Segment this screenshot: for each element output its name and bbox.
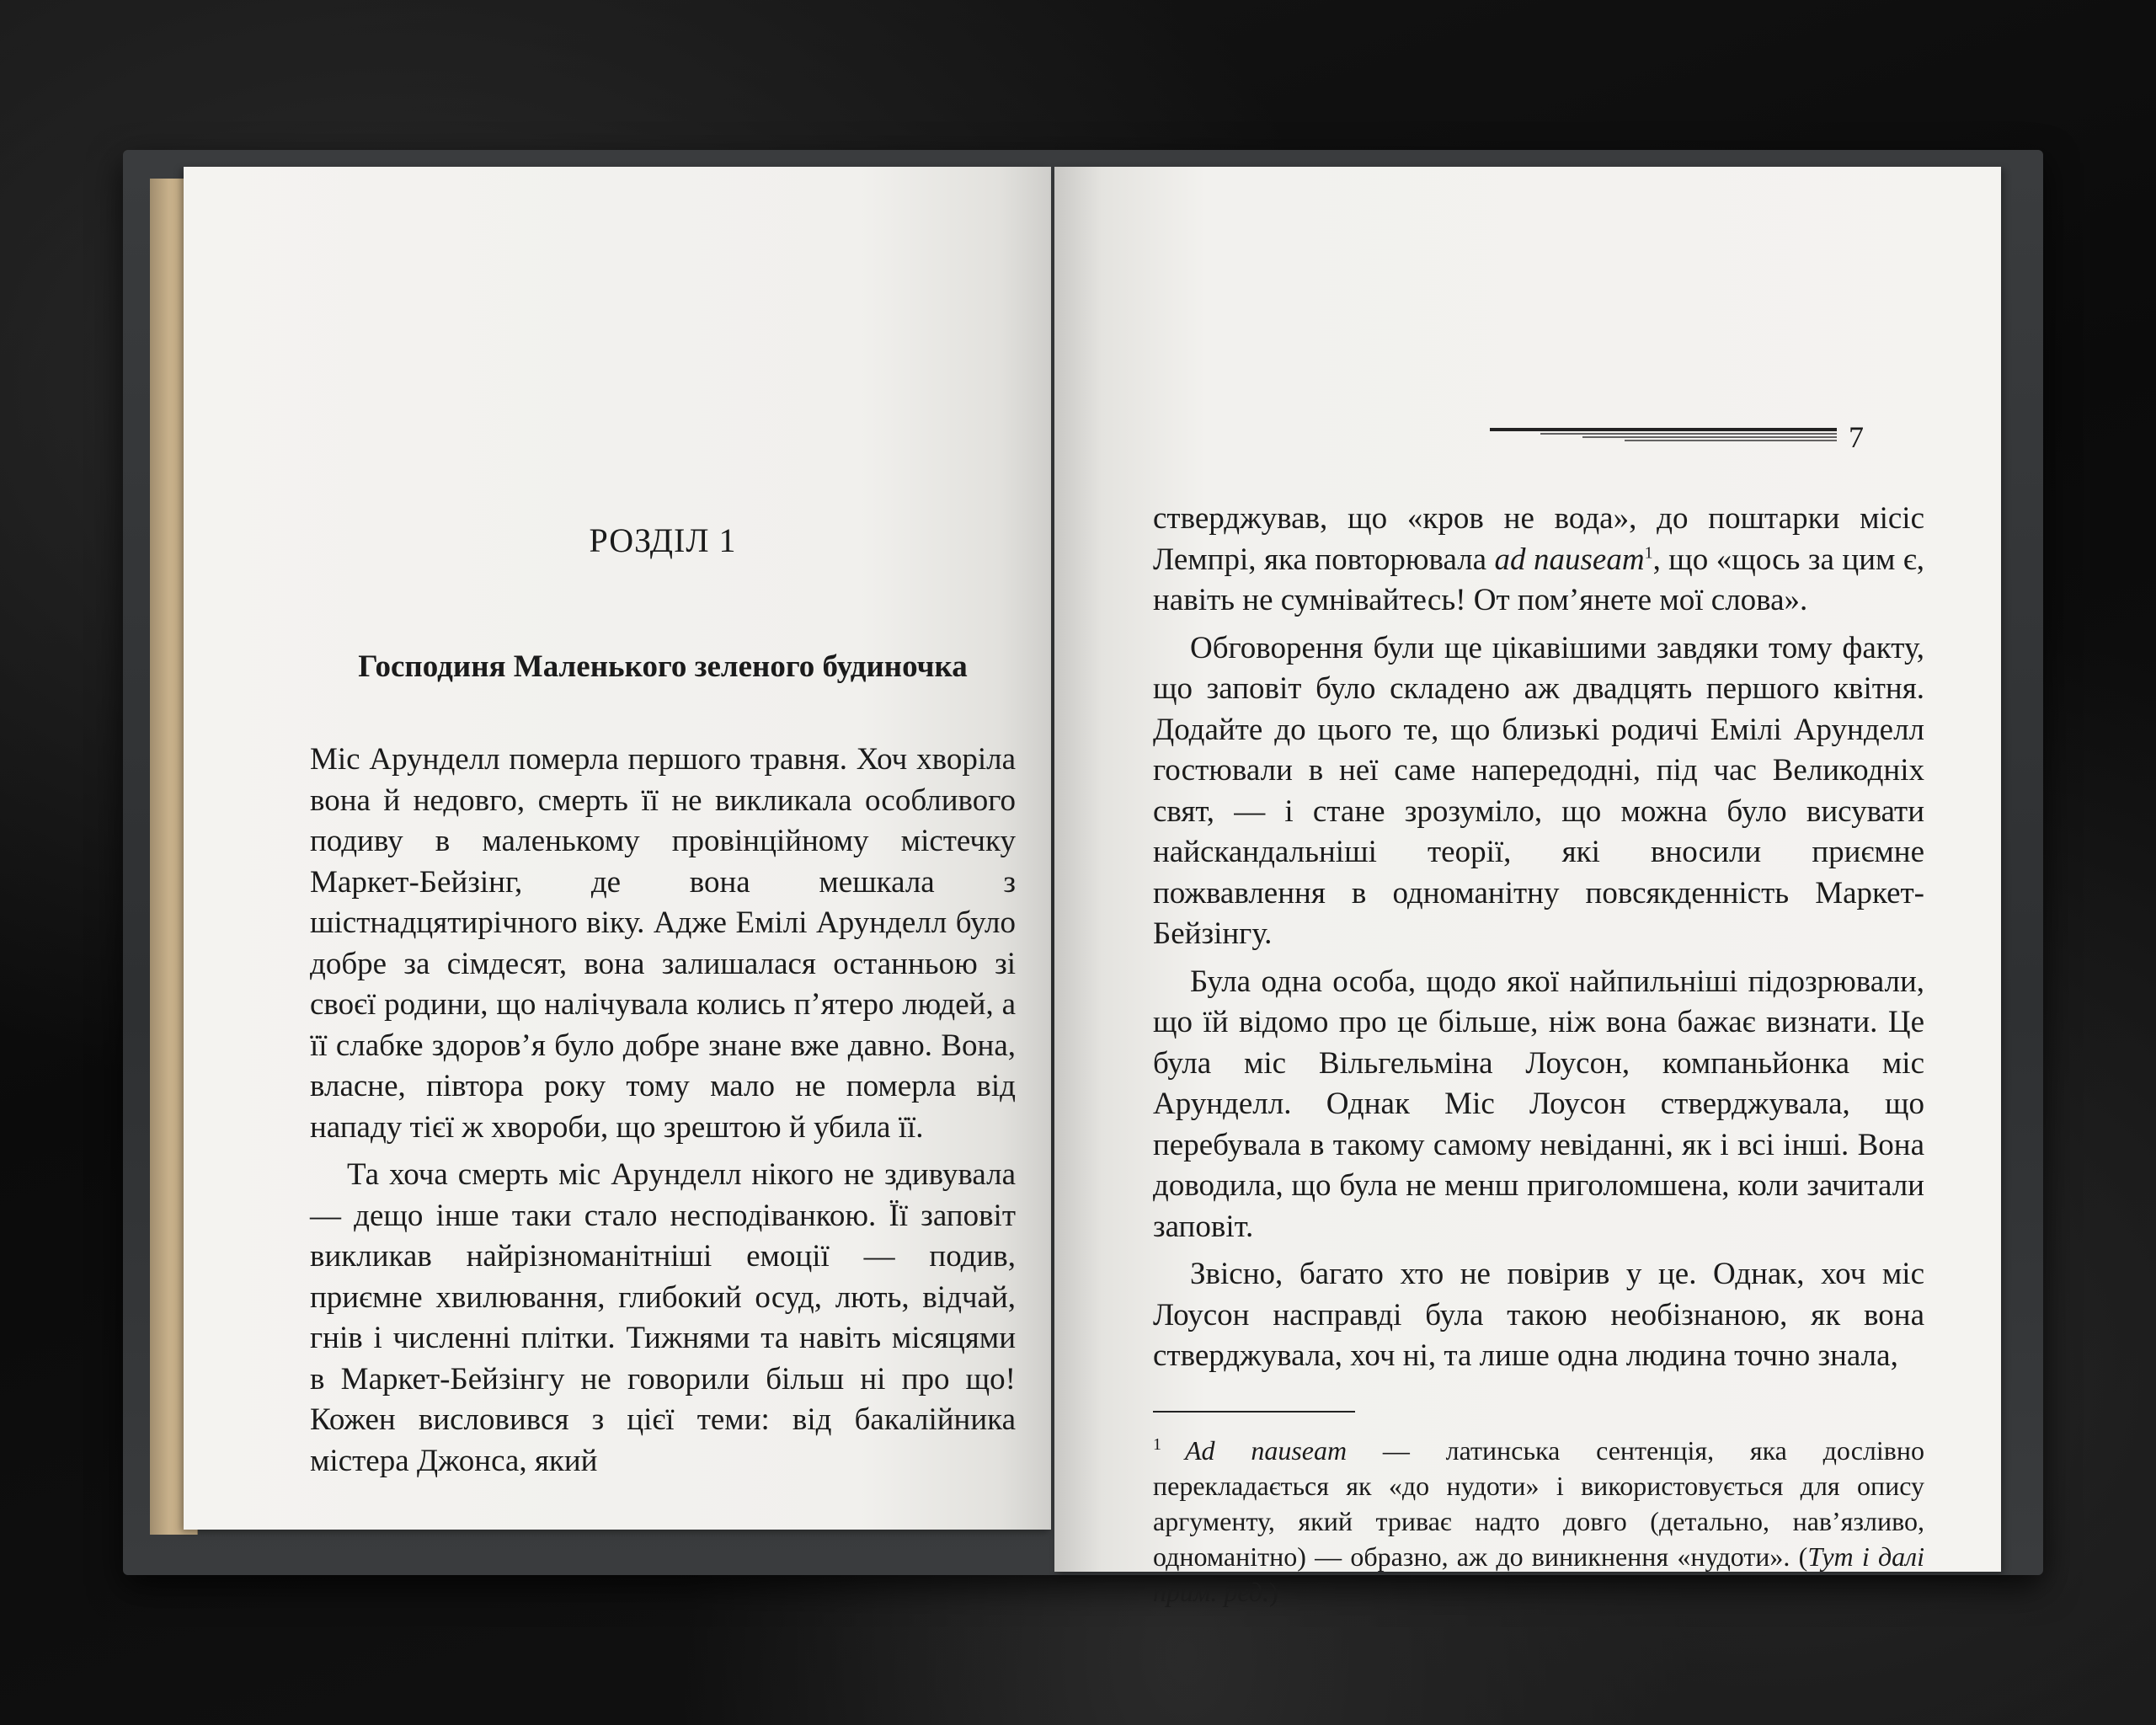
header-ornament-rule <box>1490 425 1837 445</box>
footnote-divider <box>1153 1411 1355 1413</box>
footnote-term: Ad nauseam <box>1185 1435 1348 1466</box>
paragraph: Звісно, багато хто не повірив у це. Однак, хоч міс Лоусон насправді була такою необізнаною, як вона стверджувала, хоч ні, та лише одна людина точно знала, <box>1153 1257 1924 1373</box>
page-number: 7 <box>1849 420 1864 454</box>
paragraph-text: , що «щось за цим є, навіть не сумнівайтесь! От пом’янете мої слова». <box>1153 542 1925 617</box>
latin-phrase: ad nauseam <box>1494 542 1645 577</box>
left-page <box>184 167 1051 1530</box>
editor-note: Тут і далі прим. ред. <box>1153 1541 1925 1607</box>
chapter-heading: РОЗДІЛ 1 <box>589 521 737 559</box>
chapter-title: Господиня Маленького зеленого будиночка <box>358 649 968 684</box>
footnote <box>1153 1427 1924 1610</box>
paragraph: Обговорення були ще цікавішими завдяки тому факту, що заповіт було складено аж двадцять першого квітня. Додайте до цього те, що близькі родичі Емілі Арунделл гостювали в неї саме напередодні, під час Великодніх свят, — і стане зрозуміло, що можна було висувати найскандальніші теорії, які вносили приємне пожвавлення в одноманітну повсякденність Маркет-Бейзінгу. <box>1153 630 1924 951</box>
footnote-reference: 1 <box>1644 543 1653 563</box>
left-page-body <box>310 740 1016 1482</box>
paragraph <box>1153 499 1924 622</box>
footnote-close: ) <box>1269 1577 1278 1607</box>
footnote-mark: 1 <box>1153 1435 1161 1454</box>
paragraph-text: стверджував, що «кров не вода», до поштарки місіс Лемпрі, яка повторювала <box>1153 501 1924 577</box>
right-page <box>1054 167 2001 1607</box>
footnote-text: — латинська сентенція, яка дослівно перекладається як «до нудоти» і використовується для опису аргументу, який триває надто довго (детально, нав’язливо, одноманітно) — образно, аж до виникнення «нудоти». ( <box>1153 1435 1925 1572</box>
paragraph: Міс Арунделл померла першого травня. Хоч хворіла вона й недовго, смерть її не викликала особливого подиву в маленькому провінційному містечку Маркет-Бейзінг, де вона мешкала з шістнадцятирічного віку. Адже Емілі Арунделл було добре за сімдесят, вона залишалася останньою зі своєї родини, що налічувала колись п’ятеро людей, а її слабке здоров’я було добре знане вже давно. Вона, власне, півтора року тому мало не померла від нападу тієї ж хвороби, що зрештою й убила її. <box>310 742 1016 1145</box>
paragraph: Була одна особа, щодо якої найпильніші підозрювали, що їй відомо про це більше, ніж вона бажає визнати. Це була міс Вільгельміна Лоусон, компаньйонка міс Арунделл. Однак Міс Лоусон стверджувала, що перебувала в такому самому невіданні, як і всі інші. Вона доводила, що була не менш приголомшена, коли зачитали заповіт. <box>1153 964 1924 1244</box>
paragraph: Та хоча смерть міс Арунделл нікого не здивувала — дещо інше таки стало несподіванкою. Її заповіт викликав найрізноманітніші емоції — подив, приємне хвилювання, глибокий осуд, лють, відчай, гнів і численні плітки. Тижнями та навіть місяцями в Маркет-Бейзінгу не говорили більш ні про що! Кожен висловився з цієї теми: від бакалійника містера Джонса, який <box>310 1157 1016 1478</box>
right-page-body <box>1153 499 1924 1377</box>
